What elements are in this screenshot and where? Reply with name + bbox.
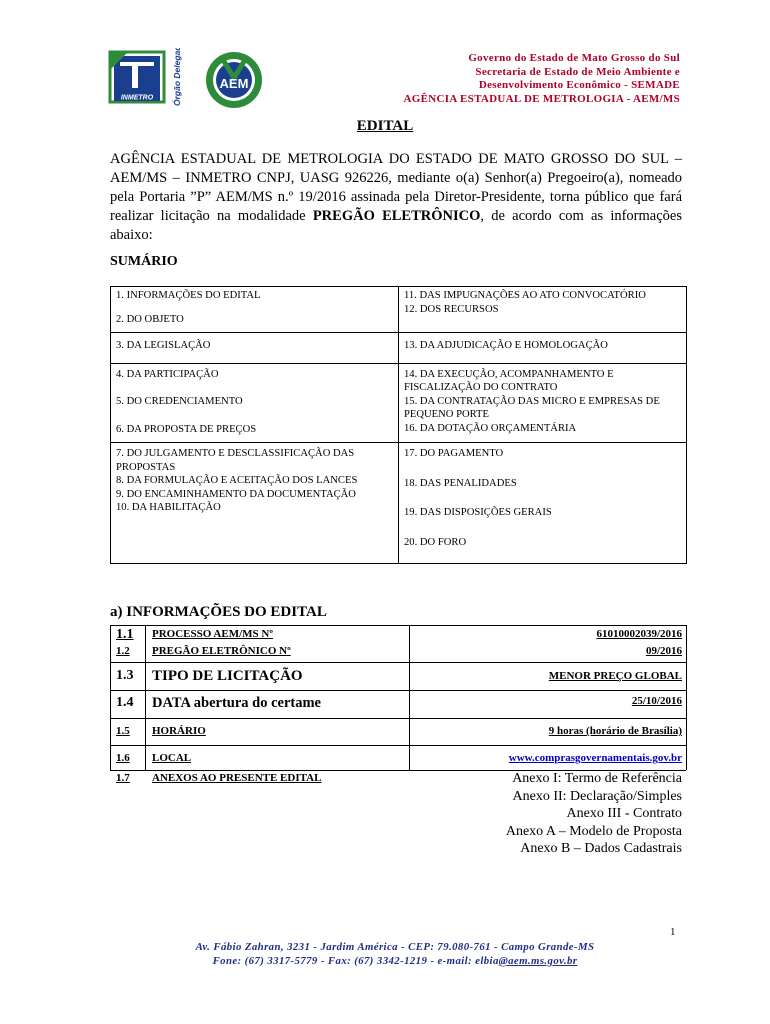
- local-link[interactable]: www.comprasgovernamentais.gov.br: [508, 752, 682, 764]
- header-line-2: Secretaria de Estado de Meio Ambiente e: [475, 65, 680, 78]
- table-cell: [399, 287, 687, 333]
- info-number: 1.5: [116, 725, 130, 737]
- info-row: [110, 668, 682, 686]
- divider: [110, 718, 686, 719]
- sumario-item: 17. DO PAGAMENTO: [404, 448, 504, 459]
- sumario-title: SUMÁRIO: [110, 254, 178, 269]
- intro-end: , de acordo com as informações abaixo:: [110, 208, 682, 243]
- info-number: 1.1: [116, 627, 134, 642]
- info-value: 25/10/2016: [631, 695, 682, 707]
- info-label: ANEXOS AO PRESENTE EDITAL: [152, 772, 322, 784]
- header-logos: [108, 48, 278, 116]
- svg-text:AEM: AEM: [219, 76, 249, 91]
- anexo-item: Anexo II: Declaração/Simples: [512, 788, 682, 804]
- info-row: [110, 628, 682, 642]
- table-cell: [111, 363, 399, 443]
- sumario-item: 12. DOS RECURSOS: [404, 303, 499, 315]
- info-number: 1.6: [116, 752, 130, 764]
- sumario-item: 1. INFORMAÇÕES DO EDITAL: [116, 290, 261, 301]
- footer-line-1: Av. Fábio Zahran, 3231 - Jardim América - CEP: 79.080-761 - Campo Grande-MS: [195, 941, 595, 953]
- anexo-item: Anexo I: Termo de Referência: [512, 771, 682, 786]
- table-cell: [111, 443, 399, 564]
- info-value: 61010002039/2016: [596, 628, 682, 640]
- info-label: HORÁRIO: [152, 725, 206, 737]
- sumario-item: 18. DAS PENALIDADES: [404, 477, 517, 489]
- sumario-item: 4. DA PARTICIPAÇÃO: [116, 368, 219, 380]
- info-label: LOCAL: [152, 752, 192, 764]
- anexo-item: Anexo B – Dados Cadastrais: [520, 841, 682, 856]
- footer-address: [0, 940, 770, 968]
- info-row: [110, 645, 682, 659]
- info-row: [110, 725, 682, 739]
- table-row: [111, 333, 687, 364]
- document-title: EDITAL: [356, 118, 414, 134]
- sumario-item: 20. DO FORO: [404, 536, 467, 548]
- info-label: TIPO DE LICITAÇÃO: [152, 668, 303, 684]
- table-row: [111, 363, 687, 443]
- svg-text:Órgão Delegado: Órgão Delegado: [172, 48, 182, 106]
- table-cell: [111, 287, 399, 333]
- sumario-item: 8. DA FORMULAÇÃO E ACEITAÇÃO DOS LANCES: [116, 475, 358, 486]
- anexos-list: [506, 770, 682, 858]
- divider: [110, 662, 686, 663]
- divider: [686, 625, 687, 770]
- sumario-item: 19. DAS DISPOSIÇÕES GERAIS: [404, 507, 552, 518]
- divider: [110, 745, 686, 746]
- info-row: [110, 752, 682, 766]
- table-cell: [399, 333, 687, 364]
- footer-contact: Fone: (67) 3317-5779 - Fax: (67) 3342-1219 - e-mail: elbia: [212, 955, 499, 967]
- info-label: DATA abertura do certame: [152, 695, 321, 711]
- sumario-item: 10. DA HABILITAÇÃO: [116, 502, 221, 513]
- sumario-table: [110, 286, 687, 564]
- sumario-item: 11. DAS IMPUGNAÇÕES AO ATO CONVOCATÓRIO: [404, 290, 646, 301]
- table-cell: [399, 363, 687, 443]
- header-line-4: AGÊNCIA ESTADUAL DE METROLOGIA - AEM/MS: [403, 92, 680, 105]
- sumario-item: 7. DO JULGAMENTO E DESCLASSIFICAÇÃO DAS PROPOSTAS: [116, 448, 355, 473]
- header-institution-text: [404, 52, 680, 106]
- sumario-item: 2. DO OBJETO: [116, 313, 184, 325]
- anexo-item: Anexo A – Modelo de Proposta: [505, 823, 682, 839]
- sumario-item: 16. DA DOTAÇÃO ORÇAMENTÁRIA: [404, 422, 577, 434]
- svg-text:INMETRO: INMETRO: [120, 94, 154, 102]
- table-cell: [111, 333, 399, 364]
- sumario-item: 15. DA CONTRATAÇÃO DAS MICRO E EMPRESAS DE PEQUENO PORTE: [404, 395, 660, 420]
- header-line-1: Governo do Estado de Mato Grosso do Sul: [468, 52, 680, 64]
- inmetro-logo: [108, 48, 278, 116]
- divider: [110, 625, 686, 626]
- info-value: 09/2016: [645, 645, 682, 657]
- intro-bold: PREGÃO ELETRÔNICO: [312, 208, 481, 224]
- table-cell: [399, 443, 687, 564]
- table-row: [111, 287, 687, 333]
- info-value: 9 horas (horário de Brasília): [548, 725, 682, 737]
- sumario-item: 9. DO ENCAMINHAMENTO DA DOCUMENTAÇÃO: [116, 488, 356, 500]
- info-number: 1.4: [116, 695, 134, 710]
- info-label: PREGÃO ELETRÔNICO Nº: [152, 645, 291, 657]
- info-number: 1.3: [116, 668, 134, 683]
- page-number: 1: [670, 926, 676, 938]
- sumario-item: 5. DO CREDENCIAMENTO: [116, 396, 243, 407]
- intro-text: AGÊNCIA ESTADUAL DE METROLOGIA DO ESTADO DE MATO GROSSO DO SUL – AEM/MS – INMETRO CNPJ, UASG 926226, mediante o(a) Senhor(a) Pregoeiro(a), nomeado pela Portaria ”P” AEM/MS n.º 19/2016 assinada pela Diretor-Presidente, torna público que fará realizar licitação na modalidade: [110, 151, 682, 224]
- info-value: MENOR PREÇO GLOBAL: [548, 670, 682, 682]
- header-line-3: Desenvolvimento Econômico - SEMADE: [478, 79, 680, 91]
- sumario-item: 3. DA LEGISLAÇÃO: [116, 340, 211, 351]
- sumario-item: 14. DA EXECUÇÃO, ACOMPANHAMENTO E FISCALIZAÇÃO DO CONTRATO: [404, 368, 614, 393]
- divider: [110, 690, 686, 691]
- footer-line-2: [0, 954, 770, 968]
- anexo-item: Anexo III - Contrato: [566, 806, 682, 821]
- sumario-item: 13. DA ADJUDICAÇÃO E HOMOLOGAÇÃO: [404, 340, 608, 351]
- sumario-item: 6. DA PROPOSTA DE PREÇOS: [116, 423, 257, 435]
- email-link[interactable]: @aem.ms.gov.br: [498, 955, 578, 967]
- info-row: [110, 695, 682, 713]
- info-number: 1.2: [116, 645, 130, 657]
- info-label: PROCESSO AEM/MS Nº: [152, 628, 273, 640]
- info-number: 1.7: [116, 772, 130, 784]
- table-row: [111, 443, 687, 564]
- intro-paragraph: [110, 150, 682, 245]
- section-a-heading: a) INFORMAÇÕES DO EDITAL: [110, 604, 327, 620]
